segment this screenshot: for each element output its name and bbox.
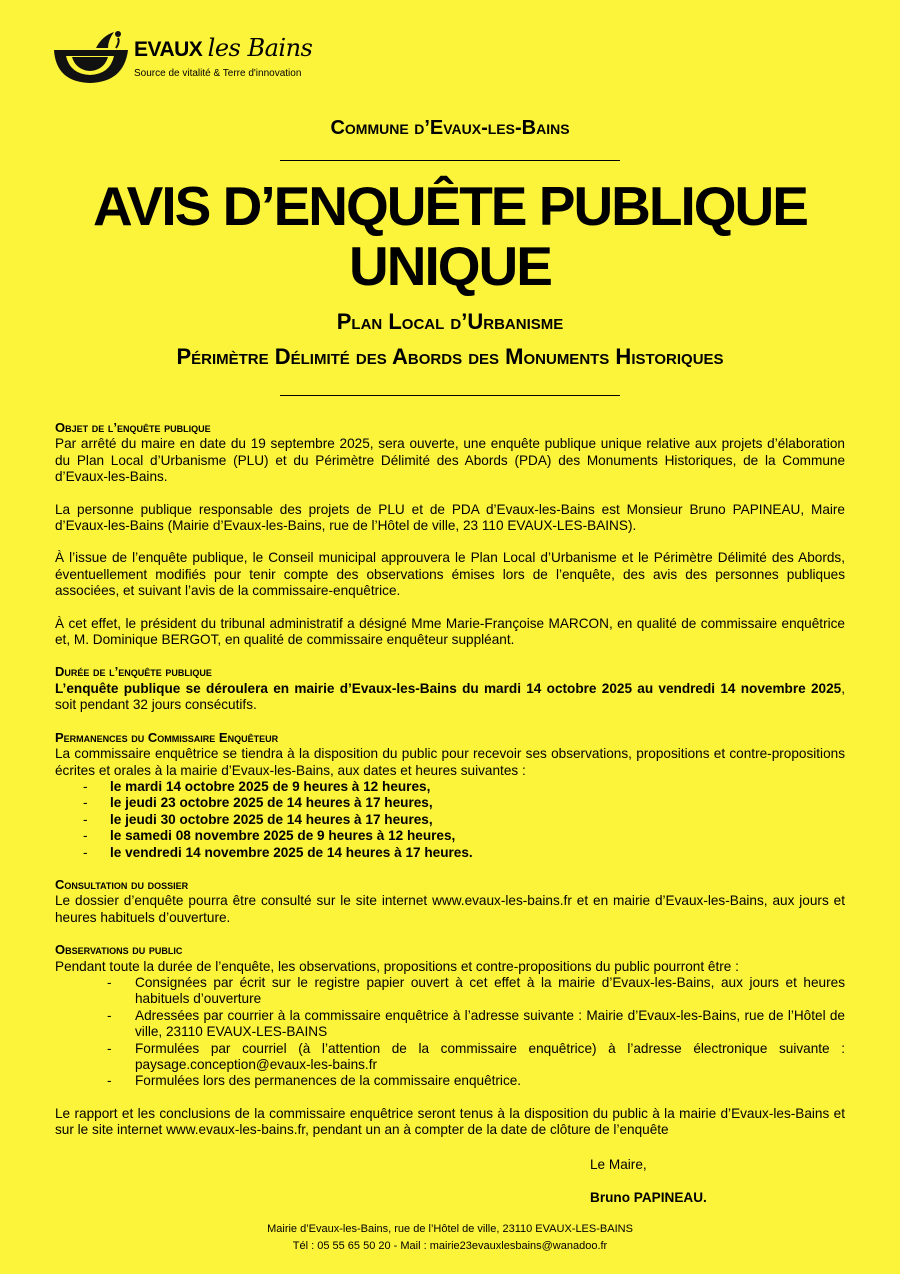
page-title — [0, 176, 900, 296]
objet-paragraph-1: Par arrêté du maire en date du 19 septembre 2025, sera ouverte, une enquête publique unique relative aux projets d’élaboration du Plan Local d’Urbanisme (PLU) et du Périmètre Délimité des Abords (PDA) des Monuments Historiques, de la Commune d’Evaux-les-Bains. — [55, 436, 845, 485]
section-heading-permanences: Permanences du Commissaire Enquêteur — [55, 729, 279, 745]
logo-name-script: les Bains — [207, 34, 313, 62]
objet-paragraph-3: À l’issue de l’enquête publique, le Conseil municipal approuvera le Plan Local d’Urbanisme et le Périmètre Délimité des Abords, éventuellement modifiés pour tenir compte des observations émises lors de l’enquête, des avis des personnes publiques associées, et suivant l’avis de la commissaire-enquêtrice. — [55, 550, 845, 599]
objet-paragraph-4: À cet effet, le président du tribunal administratif a désigné Mme Marie-Françoise MARCON, en qualité de commissaire enquêtrice et, M. Dominique BERGOT, en qualité de commissaire enquêteur suppléant. — [55, 615, 845, 648]
duree-bold: L’enquête publique se déroulera en mairie d’Evaux-les-Bains du mardi 14 octobre 2025 au vendredi 14 novembre 2025 — [55, 680, 842, 696]
observations-list — [55, 975, 845, 1090]
list-item: - Formulées par courriel (à l’attention de la commissaire enquêtrice) à l’adresse électronique suivante : paysage.conception@evaux-les-bains.fr — [55, 1041, 845, 1074]
permanences-intro: La commissaire enquêtrice se tiendra à la disposition du public pour recevoir ses observations, propositions et contre-propositions écrites et orales à la mairie d’Evaux-les-Bains, aux dates et heures suivantes : — [55, 746, 845, 778]
footer — [0, 1221, 900, 1255]
logo-tagline: Source de vitalité & Terre d'innovation — [134, 68, 302, 79]
logo — [52, 26, 312, 86]
bowl-icon — [52, 26, 130, 86]
header-rule-bottom — [280, 395, 620, 396]
footer-address: Mairie d’Evaux-les-Bains, rue de l’Hôtel de ville, 23110 EVAUX-LES-BAINS — [267, 1223, 633, 1235]
section-heading-duree: Durée de l’enquête publique — [55, 664, 212, 680]
signature-name: Bruno PAPINEAU. — [590, 1190, 707, 1205]
duree-paragraph — [55, 681, 845, 714]
header-rule-top — [280, 160, 620, 161]
notice-body — [55, 420, 845, 1139]
section-heading-objet: Objet de l’enquête publique — [55, 420, 211, 435]
consultation-paragraph: Le dossier d’enquête pourra être consulté sur le site internet www.evaux-les-bains.fr et en mairie d’Evaux-les-Bains, aux jours et heures habituels d’ouverture. — [55, 893, 845, 925]
observations-conclusion: Le rapport et les conclusions de la commissaire enquêtrice seront tenus à la disposition du public à la mairie d’Evaux-les-Bains et sur le site internet www.evaux-les-bains.fr, pendant un an à compter de la date de clôture de l’enquête — [55, 1105, 845, 1138]
section-heading-consultation: Consultation du dossier — [55, 876, 189, 892]
subtitle-pda: Périmètre Délimité des Abords des Monuments Historiques — [176, 344, 724, 369]
title-line-2: UNIQUE — [349, 235, 551, 297]
list-item: - le samedi 08 novembre 2025 de 9 heures à 12 heures, — [55, 828, 845, 844]
objet-paragraph-2: La personne publique responsable des projets de PLU et de PDA d’Evaux-les-Bains est Monsieur Bruno PAPINEAU, Maire d’Evaux-les-Bains (Mairie d’Evaux-les-Bains, rue de l’Hôtel de ville, 23 110 EVAUX-LES-BAINS). — [55, 501, 845, 534]
title-line-1: AVIS D’ENQUÊTE PUBLIQUE — [93, 175, 807, 237]
duree-rest: , soit pendant 32 jours consécutifs. — [55, 680, 845, 713]
list-item: - le jeudi 30 octobre 2025 de 14 heures à 17 heures, — [55, 812, 845, 828]
signature-role: Le Maire, — [590, 1157, 647, 1172]
section-heading-observations: Observations du public — [55, 942, 183, 958]
list-item: - Consignées par écrit sur le registre papier ouvert à cet effet à la mairie d’Evaux-les-Bains, aux jours et heures habituels d’ouverture — [55, 975, 845, 1008]
logo-name-main: EVAUX — [134, 38, 203, 61]
permanences-list — [55, 779, 845, 861]
observations-intro: Pendant toute la durée de l’enquête, les observations, propositions et contre-propositions du public pourront être : — [55, 958, 739, 974]
commune-heading: Commune d’Evaux-les-Bains — [330, 117, 570, 139]
list-item: - le vendredi 14 novembre 2025 de 14 heures à 17 heures. — [55, 845, 845, 861]
logo-name — [134, 34, 312, 62]
list-item: - Adressées par courrier à la commissaire enquêtrice à l’adresse suivante : Mairie d’Evaux-les-Bains, rue de l’Hôtel de ville, 23110 EVAUX-LES-BAINS — [55, 1008, 845, 1041]
footer-contact: Tél : 05 55 65 50 20 - Mail : mairie23evauxlesbains@wanadoo.fr — [292, 1240, 608, 1252]
subtitle-plu: Plan Local d’Urbanisme — [336, 309, 564, 334]
list-item: - le jeudi 23 octobre 2025 de 14 heures à 17 heures, — [55, 795, 845, 811]
list-item: - Formulées lors des permanences de la commissaire enquêtrice. — [55, 1073, 845, 1089]
list-item: - le mardi 14 octobre 2025 de 9 heures à 12 heures, — [55, 779, 845, 795]
